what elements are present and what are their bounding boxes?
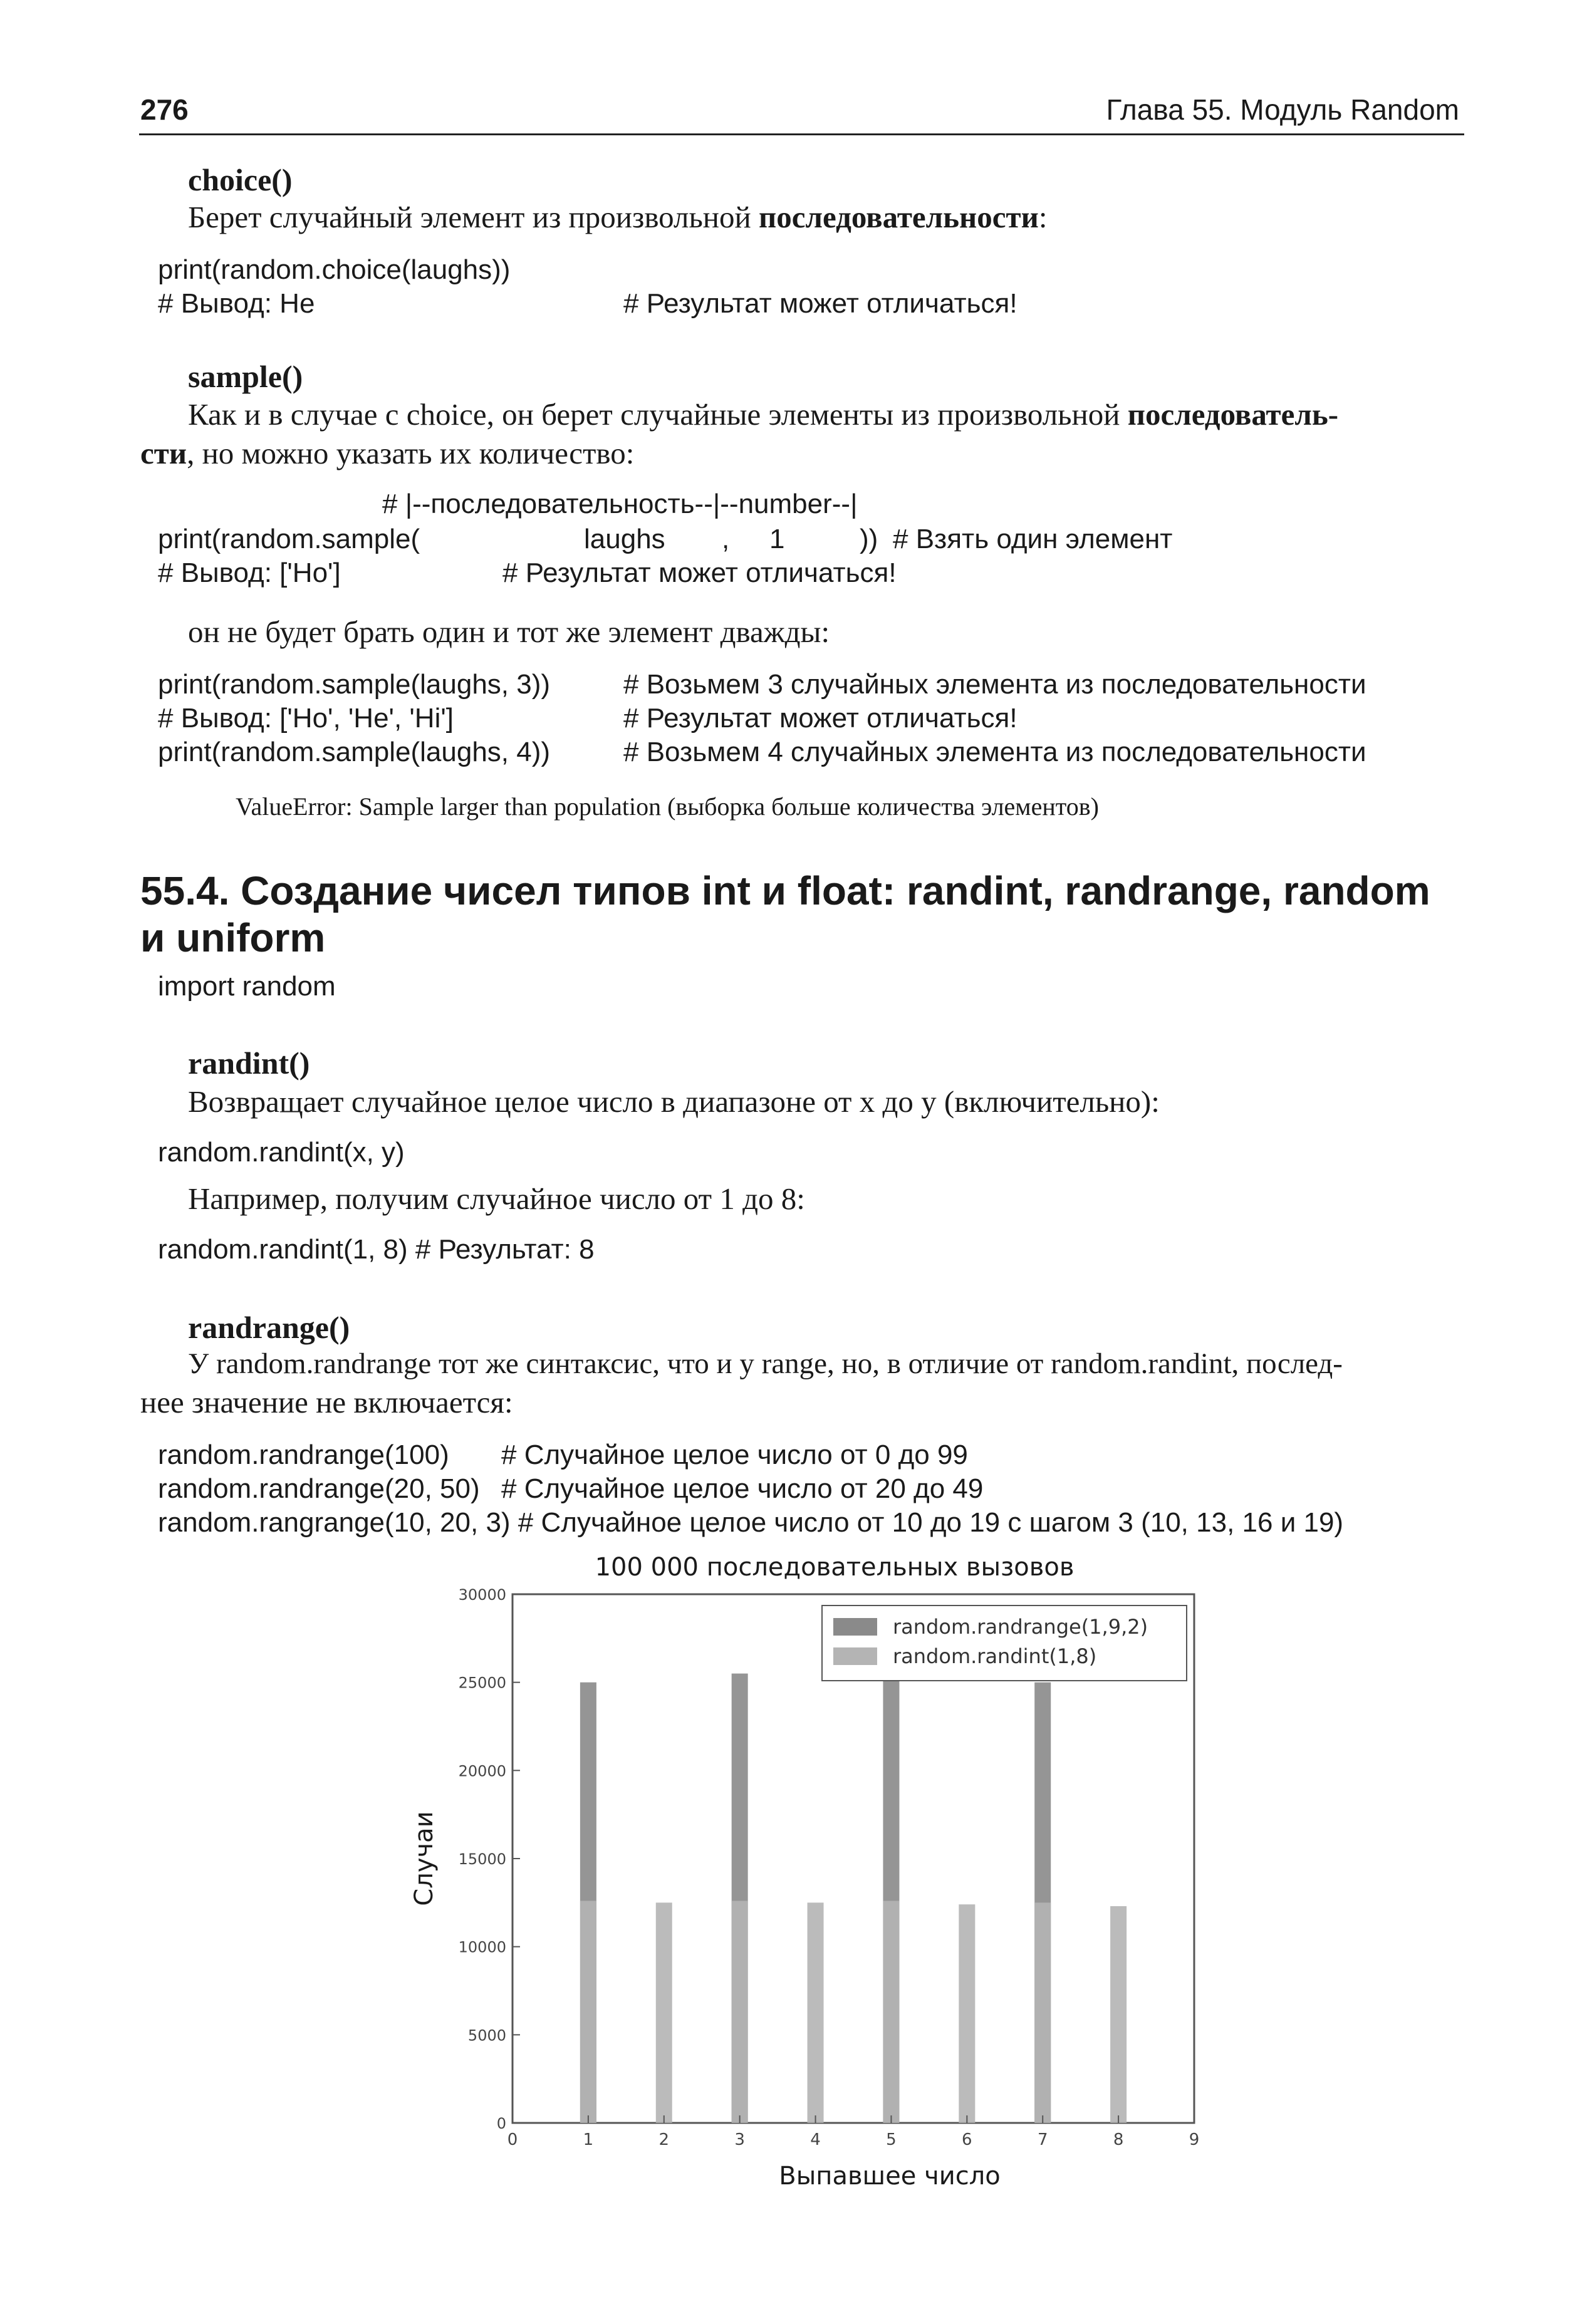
sample-code-close: )) [860, 524, 878, 554]
chapter-title: Глава 55. Модуль Random [1106, 93, 1459, 126]
sample-code-call: print(random.sample( [158, 524, 420, 554]
legend-swatch-randrange [833, 1618, 877, 1636]
y-tick-label: 30000 [458, 1586, 506, 1604]
legend-label-randrange: random.randrange(1,9,2) [893, 1615, 1148, 1639]
sample-code2-line3: print(random.sample(laughs, 4)) [158, 737, 551, 767]
sample-description-line2: сти, но можно указать их количество: [140, 436, 635, 470]
bar-series1-x7 [1034, 1902, 1051, 2123]
chart-title: 100 000 последовательных вызовов [595, 1553, 1075, 1582]
x-tick-label: 2 [658, 2130, 670, 2149]
bar-series1-x8 [1110, 1906, 1127, 2123]
choice-code-comment: # Результат может отличаться! [623, 288, 1017, 319]
legend [822, 1606, 1187, 1681]
randrange-code-line1: random.randrange(100) [158, 1440, 449, 1470]
sample-code2-line2-comment: # Результат может отличаться! [623, 703, 1017, 734]
y-axis-label: Случаи [410, 1811, 439, 1906]
choice-code-line: print(random.choice(laughs)) [158, 254, 511, 285]
bar-series1-x6 [959, 1904, 975, 2123]
x-tick-label: 3 [734, 2130, 745, 2149]
sample-code2-line3-comment: # Возьмем 4 случайных элемента из последовательности [623, 737, 1366, 767]
y-tick-label: 0 [496, 2115, 506, 2132]
randrange-description-line1: У random.randrange тот же синтаксис, что и у range, но, в отличие от random.randint, послед- [188, 1347, 1343, 1380]
randint-example: Например, получим случайное число от 1 до 8: [188, 1181, 805, 1216]
x-tick-label: 1 [583, 2130, 594, 2149]
y-tick-label: 5000 [467, 2026, 506, 2045]
section-title-line1: 55.4. Создание чисел типов int и float: randint, randrange, random [140, 868, 1430, 913]
bar-series1-x5 [883, 1901, 899, 2123]
sample-code-comma: , [722, 524, 730, 554]
page-number: 276 [140, 93, 189, 126]
sample-code-arg1: laughs [584, 524, 665, 554]
y-tick-label: 25000 [458, 1674, 506, 1692]
sample-description-line1: Как и в случае с choice, он берет случайные элементы из произвольной последователь- [188, 397, 1339, 432]
x-axis-ticks [507, 2115, 1200, 2149]
sample-code-arg2: 1 [769, 524, 785, 554]
bar-series1-x3 [732, 1901, 748, 2123]
x-tick-label: 9 [1189, 2130, 1200, 2149]
bar-series1-x4 [808, 1902, 824, 2123]
randrange-code-line1-comment: # Случайное целое число от 0 до 99 [501, 1440, 968, 1470]
section-title-line2: и uniform [140, 915, 326, 960]
randint-code: random.randint(x, y) [158, 1137, 405, 1168]
sample-error-text: ValueError: Sample larger than population (выборка больше количества элементов) [236, 792, 1099, 821]
x-tick-label: 5 [886, 2130, 897, 2149]
import-line: import random [158, 971, 336, 1002]
bars-group [580, 1674, 1127, 2123]
x-tick-label: 4 [810, 2130, 821, 2149]
sample-heading: sample() [188, 359, 303, 394]
randint-code2: random.randint(1, 8) # Результат: 8 [158, 1234, 595, 1265]
choice-description: Берет случайный элемент из произвольной последовательности: [188, 200, 1048, 234]
sample-code-annotation: # |--последовательность--|--number--| [382, 489, 858, 519]
sample-code2-line1-comment: # Возьмем 3 случайных элемента из последовательности [623, 669, 1366, 700]
y-tick-label: 20000 [458, 1762, 506, 1780]
bar-series1-x2 [656, 1902, 672, 2123]
randrange-description-line2: нее значение не включается: [140, 1385, 513, 1419]
sample-code-call-comment: # Взять один элемент [893, 524, 1173, 554]
x-axis-label: Выпавшее число [779, 2162, 1001, 2191]
x-tick-label: 0 [507, 2130, 518, 2149]
randrange-code-line2: random.randrange(20, 50) [158, 1473, 480, 1504]
randint-description: Возвращает случайное целое число в диапазоне от x до y (включительно): [188, 1084, 1160, 1119]
sample-code-output-comment: # Результат может отличаться! [502, 558, 897, 588]
sample-note: он не будет брать один и тот же элемент дважды: [188, 615, 830, 649]
x-tick-label: 6 [962, 2130, 972, 2149]
bar-series1-x1 [580, 1901, 596, 2123]
y-tick-label: 10000 [458, 1938, 506, 1956]
sample-code-output: # Вывод: ['Ho'] [158, 558, 341, 588]
randrange-code-line3: random.rangrange(10, 20, 3) # Случайное целое число от 10 до 19 с шагом 3 (10, 13, 16 и 19) [158, 1507, 1344, 1538]
choice-heading: choice() [188, 162, 293, 197]
randint-heading: randint() [188, 1045, 310, 1081]
y-axis-ticks [459, 1586, 520, 2132]
y-tick-label: 15000 [458, 1850, 506, 1868]
choice-code-output: # Вывод: Не [158, 288, 315, 319]
randrange-heading: randrange() [188, 1310, 350, 1345]
legend-label-randint: random.randint(1,8) [893, 1644, 1097, 1668]
x-tick-label: 7 [1037, 2130, 1048, 2149]
sample-code2-line1: print(random.sample(laughs, 3)) [158, 669, 551, 700]
legend-swatch-randint [833, 1647, 877, 1665]
randrange-code-line2-comment: # Случайное целое число от 20 до 49 [501, 1473, 984, 1504]
x-tick-label: 8 [1113, 2130, 1124, 2149]
sample-code2-line2: # Вывод: ['Ho', 'He', 'Hi'] [158, 703, 454, 734]
